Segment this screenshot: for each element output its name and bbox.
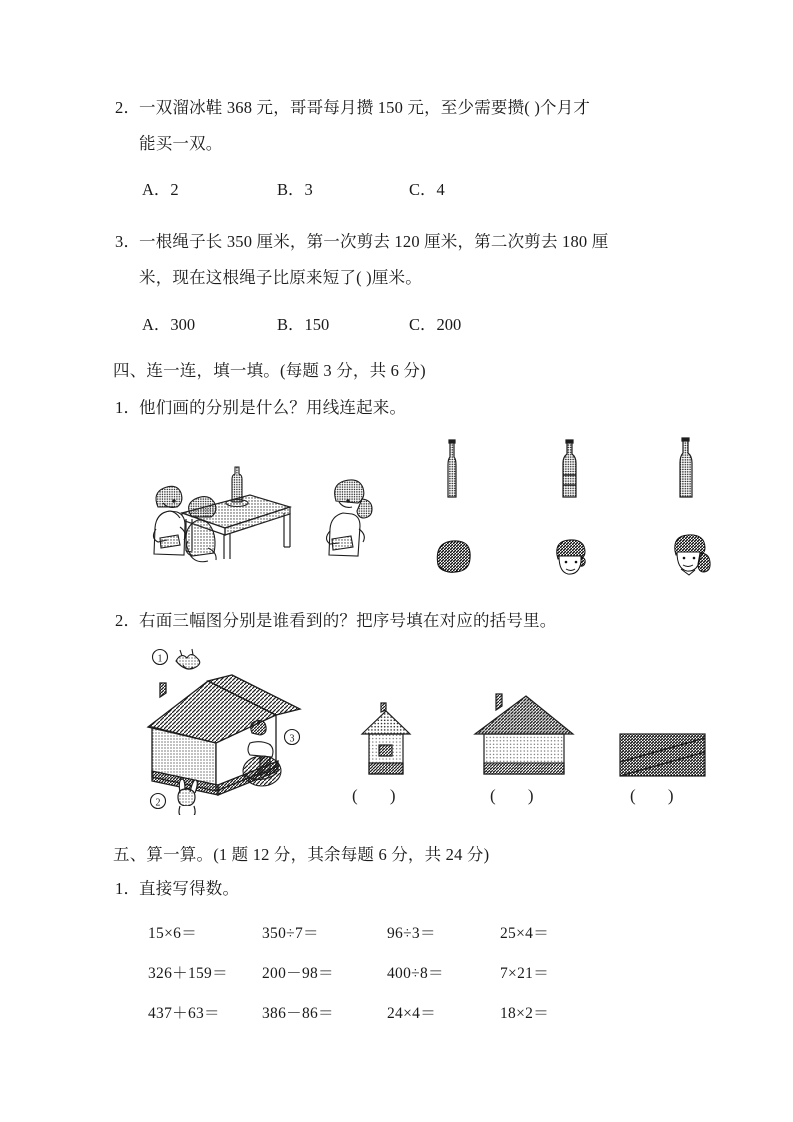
question-2-options xyxy=(142,176,445,200)
question-3-line-2: 米，现在这根绳子比原来短了( )厘米。 xyxy=(139,268,422,287)
question-2-line-1 xyxy=(115,100,590,117)
scene-house-with-markers xyxy=(140,645,340,815)
section-four-q1 xyxy=(115,400,406,417)
calc-r1-c2[interactable]: 350÷7＝ xyxy=(262,925,319,942)
calc-r1-c3[interactable]: 96÷3＝ xyxy=(387,925,436,942)
house-side-view[interactable] xyxy=(358,700,416,780)
house-side-view-answer-blank[interactable]: ( ) xyxy=(352,786,410,805)
section-five-q1 xyxy=(115,881,239,898)
section-five-q1-number: 1． xyxy=(115,879,141,898)
calc-r3-c4[interactable]: 18×2＝ xyxy=(500,1005,549,1022)
house-top-view-answer-blank[interactable]: ( ) xyxy=(630,786,688,805)
scene-children-drawing xyxy=(140,455,400,570)
question-3-option-a[interactable]: A．300 xyxy=(142,315,196,334)
calc-r2-c2[interactable]: 200－98＝ xyxy=(262,965,334,982)
question-3-options xyxy=(142,311,461,335)
section-four-q2-number: 2． xyxy=(115,611,141,630)
question-3-option-c[interactable]: C．200 xyxy=(409,315,462,334)
question-2-line-2: 能买一双。 xyxy=(139,134,223,153)
calc-r3-c2[interactable]: 386－86＝ xyxy=(262,1005,334,1022)
calc-r3-c3[interactable]: 24×4＝ xyxy=(387,1005,436,1022)
house-front-view-answer-blank[interactable]: ( ) xyxy=(490,786,548,805)
svg-text:2: 2 xyxy=(155,797,161,809)
child-face-boy[interactable] xyxy=(551,539,591,579)
child-face-back[interactable] xyxy=(432,535,474,577)
child-face-girl[interactable] xyxy=(667,533,713,579)
bottle-view-front[interactable] xyxy=(553,437,587,499)
calc-r3-c1[interactable]: 437＋63＝ xyxy=(148,1005,220,1022)
bottle-view-left[interactable] xyxy=(437,437,467,499)
section-four-heading: 四、连一连，填一填。(每题 3 分，共 6 分) xyxy=(113,361,426,380)
section-four-q2-text: 右面三幅图分别是谁看到的？把序号填在对应的括号里。 xyxy=(139,611,557,630)
house-front-view[interactable] xyxy=(472,692,578,780)
question-2-option-a[interactable]: A．2 xyxy=(142,180,179,199)
section-four-q2 xyxy=(115,613,557,630)
calc-r2-c3[interactable]: 400÷8＝ xyxy=(387,965,444,982)
question-2-number: 2． xyxy=(115,98,141,117)
question-3-option-b[interactable]: B．150 xyxy=(277,315,330,334)
section-five-heading: 五、算一算。(1 题 12 分，其余每题 6 分，共 24 分) xyxy=(113,845,490,864)
svg-text:1: 1 xyxy=(157,653,163,665)
house-top-view[interactable] xyxy=(618,732,708,778)
svg-text:3: 3 xyxy=(289,733,295,745)
bottle-view-right[interactable] xyxy=(670,435,702,499)
marker-1-group xyxy=(153,649,200,669)
section-four-q1-number: 1． xyxy=(115,398,141,417)
question-3-line-1 xyxy=(115,234,608,251)
question-2-option-b[interactable]: B．3 xyxy=(277,180,313,199)
calc-r2-c1[interactable]: 326＋159＝ xyxy=(148,965,228,982)
question-2-text-line-1: 一双溜冰鞋 368 元，哥哥每月攒 150 元，至少需要攒( )个月才 xyxy=(139,98,591,117)
section-five-q1-text: 直接写得数。 xyxy=(139,879,240,898)
calc-r1-c1[interactable]: 15×6＝ xyxy=(148,925,197,942)
section-four-q1-text: 他们画的分别是什么？用线连起来。 xyxy=(139,398,407,417)
calc-r1-c4[interactable]: 25×4＝ xyxy=(500,925,549,942)
calc-r2-c4[interactable]: 7×21＝ xyxy=(500,965,549,982)
question-3-number: 3． xyxy=(115,232,141,251)
question-2-option-c[interactable]: C．4 xyxy=(409,180,445,199)
question-3-text-line-1: 一根绳子长 350 厘米，第一次剪去 120 厘米，第二次剪去 180 厘 xyxy=(139,232,609,251)
